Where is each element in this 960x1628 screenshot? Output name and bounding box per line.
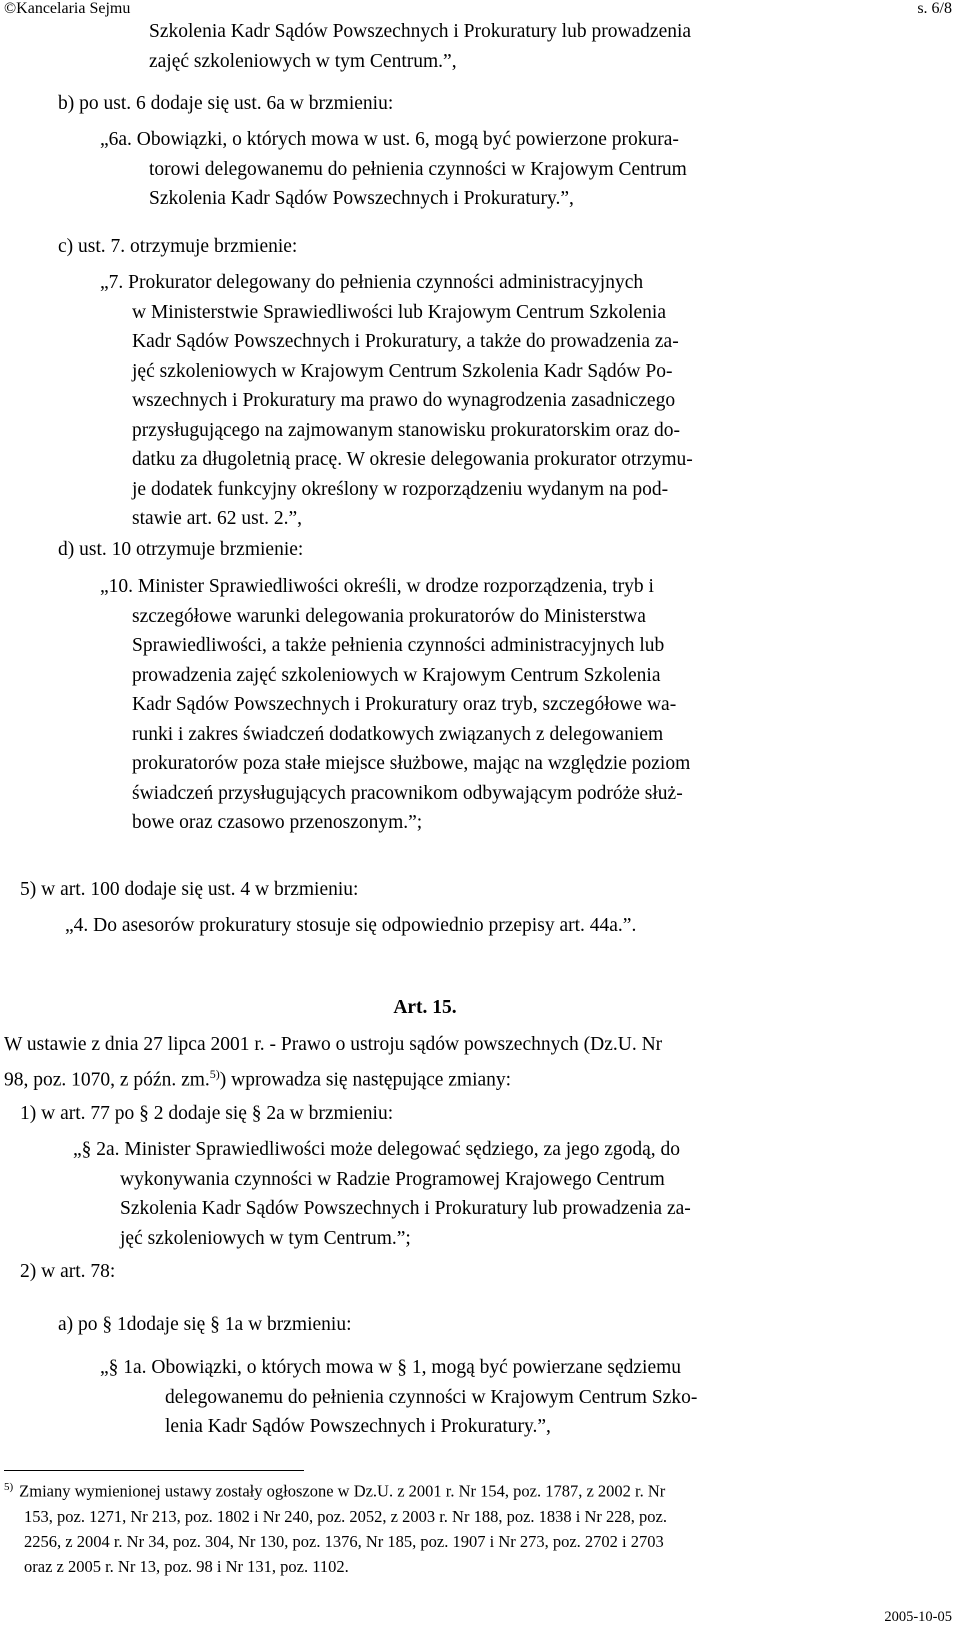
text-line: wykonywania czynności w Radzie Programowej Krajowego Centrum	[120, 1168, 665, 1190]
text-line: szczegółowe warunki delegowania prokuratorów do Ministerstwa	[132, 605, 646, 627]
text-line: Szkolenia Kadr Sądów Powszechnych i Prokuratury lub prowadzenia	[149, 21, 692, 42]
text-line: Sprawiedliwości, a także pełnienia czynności administracyjnych lub	[132, 635, 665, 656]
item-5: 5) w art. 100 dodaje się ust. 4 w brzmieniu:	[20, 879, 359, 900]
header-page-number: s. 6/8	[917, 0, 952, 17]
text-line: jęć szkoleniowych w tym Centrum.”;	[120, 1227, 411, 1249]
text-line: świadczeń przysługujących pracownikom odbywającym podróże służ-	[132, 782, 683, 804]
text-line: torowi delegowanemu do pełnienia czynności w Krajowym Centrum	[149, 158, 687, 180]
text-line: bowe oraz czasowo przenoszonym.”;	[132, 812, 423, 833]
text-line: przysługującego na zajmowanym stanowisku prokuratorskim oraz do-	[132, 419, 681, 441]
footnote-line: 153, poz. 1271, Nr 213, poz. 1802 i Nr 240, poz. 2052, z 2003 r. Nr 188, poz. 1838 i Nr 228, poz.	[24, 1506, 667, 1526]
art-item-1: 1) w art. 77 po § 2 dodaje się § 2a w brzmieniu:	[20, 1103, 394, 1124]
quote-1a	[100, 1353, 845, 1442]
footer-date: 2005-10-05	[884, 1609, 952, 1625]
footnote-line	[4, 1475, 854, 1504]
item-b: b) po ust. 6 dodaje się ust. 6a w brzmieniu:	[58, 93, 394, 114]
text-line: jęć szkoleniowych w Krajowym Centrum Szkolenia Kadr Sądów Po-	[132, 360, 673, 382]
header-source: ©Kancelaria Sejmu	[4, 0, 131, 17]
text-line: zajęć szkoleniowych w tym Centrum.”,	[149, 50, 457, 72]
text-line: Kadr Sądów Powszechnych i Prokuratury oraz tryb, szczegółowe wa-	[132, 694, 677, 715]
quote-6a	[100, 125, 845, 214]
footnote-ref: 5)	[209, 1066, 220, 1081]
intro-text: 98, poz. 1070, z późn. zm.	[4, 1069, 210, 1090]
footnote	[4, 1475, 854, 1579]
text-line: prowadzenia zajęć szkoleniowych w Krajowym Centrum Szkolenia	[132, 664, 661, 686]
item-c: c) ust. 7. otrzymuje brzmienie:	[58, 236, 298, 257]
footnote-line: oraz z 2005 r. Nr 13, poz. 98 i Nr 131, poz. 1102.	[24, 1556, 349, 1576]
text-line: w Ministerstwie Sprawiedliwości lub Krajowym Centrum Szkolenia	[132, 301, 667, 323]
text-line: lenia Kadr Sądów Powszechnych i Prokuratury.”,	[165, 1416, 551, 1437]
text-line: „6a. Obowiązki, o których mowa w ust. 6, mogą być powierzone prokura-	[100, 129, 679, 150]
quote-7	[100, 268, 845, 534]
text-line: Szkolenia Kadr Sądów Powszechnych i Prokuratury.”,	[149, 188, 574, 209]
text-line: wszechnych i Prokuratury ma prawo do wynagrodzenia zasadniczego	[132, 390, 676, 411]
art-item-2: 2) w art. 78:	[20, 1261, 116, 1282]
footnote-separator	[4, 1470, 304, 1471]
quote-2a	[73, 1135, 845, 1253]
text-line: Kadr Sądów Powszechnych i Prokuratury, a także do prowadzenia za-	[132, 331, 679, 352]
footnote-number: 5)	[4, 1481, 14, 1493]
text-line: Szkolenia Kadr Sądów Powszechnych i Prokuratury lub prowadzenia za-	[120, 1198, 691, 1219]
article-intro	[4, 1030, 845, 1095]
item-d: d) ust. 10 otrzymuje brzmienie:	[58, 539, 304, 560]
text-line: „7. Prokurator delegowany do pełnienia czynności administracyjnych	[100, 272, 644, 293]
text-line: prokuratorów poza stałe miejsce służbowe, mając na względzie poziom	[132, 753, 691, 774]
text-line: runki i zakres świadczeń dodatkowych związanych z delegowaniem	[132, 723, 664, 745]
text-line: stawie art. 62 ust. 2.”,	[132, 508, 303, 529]
text-line: „§ 2a. Minister Sprawiedliwości może delegować sędziego, za jego zgodą, do	[73, 1139, 681, 1160]
footnote-text: Zmiany wymienionej ustawy zostały ogłoszone w Dz.U. z 2001 r. Nr 154, poz. 1787, z 2002 r. Nr	[19, 1481, 666, 1501]
intro-text: ) wprowadza się następujące zmiany:	[219, 1069, 512, 1090]
quote-4: „4. Do asesorów prokuratury stosuje się odpowiednio przepisy art. 44a.”.	[65, 915, 637, 936]
footnote-line: 2256, z 2004 r. Nr 34, poz. 304, Nr 130, poz. 1376, Nr 185, poz. 1907 i Nr 273, poz. 2702 i 2703	[24, 1531, 664, 1551]
text-line	[4, 1060, 845, 1095]
text-line: „10. Minister Sprawiedliwości określi, w drodze rozporządzenia, tryb i	[100, 576, 654, 597]
text-line: W ustawie z dnia 27 lipca 2001 r. - Prawo o ustroju sądów powszechnych (Dz.U. Nr	[4, 1034, 663, 1055]
quote-10	[100, 572, 845, 838]
art-item-2a: a) po § 1dodaje się § 1a w brzmieniu:	[58, 1314, 352, 1335]
text-line: datku za długoletnią pracę. W okresie delegowania prokurator otrzymu-	[132, 449, 693, 470]
continuation-paragraph	[149, 17, 845, 76]
text-line: delegowanemu do pełnienia czynności w Krajowym Centrum Szko-	[165, 1386, 698, 1408]
text-line: je dodatek funkcyjny określony w rozporządzeniu wydanym na pod-	[132, 478, 669, 500]
text-line: „§ 1a. Obowiązki, o których mowa w § 1, mogą być powierzane sędziemu	[100, 1357, 682, 1378]
article-title: Art. 15.	[393, 997, 457, 1018]
